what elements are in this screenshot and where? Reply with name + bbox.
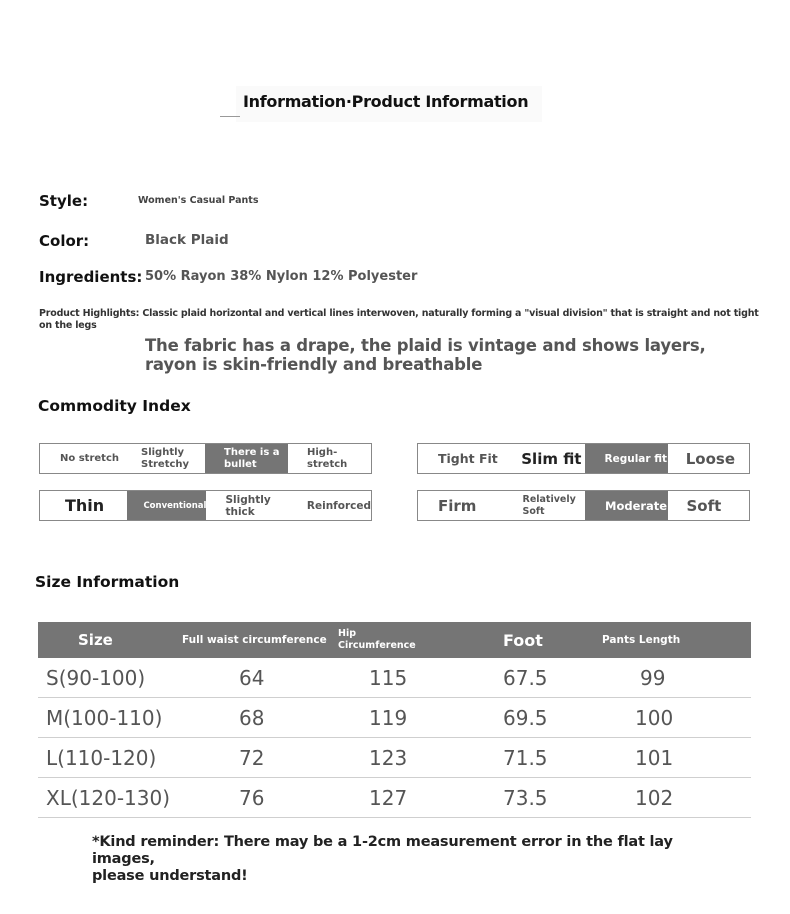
measurement-note [92,834,732,885]
fit-option-loose: Loose [685,449,736,468]
column-header-pants-length: Pants Length [600,622,751,658]
thickness-option-reinforced: Reinforced [306,499,371,512]
fit-option-slim-fit: Slim fit [521,449,582,468]
cell-waist: 72 [181,738,338,778]
cell-foot: 67.5 [501,658,600,698]
feature-description [145,336,745,374]
ingredients-label: Ingredients: [39,268,143,286]
softness-option-firm: Firm [438,496,477,515]
cell-foot: 69.5 [501,698,600,738]
note-line-2: please understand! [92,868,248,884]
softness-option-relatively-soft: Relatively Soft [522,493,576,517]
cell-size: S(90-100) [38,658,181,698]
fit-option-regular-fit: Regular fit [585,444,668,473]
cell-size: L(110-120) [38,738,181,778]
size-table-header [38,622,751,658]
column-header-waist: Full waist circumference [181,622,338,658]
thickness-option-slightly-thick: Slightly thick [225,493,271,518]
ingredients-value: 50% Rayon 38% Nylon 12% Polyester [145,269,418,284]
color-value: Black Plaid [145,232,229,248]
cell-size: XL(120-130) [38,778,181,818]
column-header-hip [338,622,501,658]
title-underline [220,116,240,117]
cell-hip: 115 [338,658,501,698]
stretch-option-no-stretch: No stretch [60,452,119,464]
fit-scale [417,443,750,474]
thickness-option-thin: Thin [65,495,105,515]
table-row [38,778,751,818]
size-table [38,622,751,818]
cell-hip: 127 [338,778,501,818]
size-information-title: Size Information [35,573,180,591]
cell-hip: 123 [338,738,501,778]
cell-pants-length: 100 [600,698,751,738]
table-row [38,738,751,778]
cell-pants-length: 101 [600,738,751,778]
product-highlights: Product Highlights: Classic plaid horizontal and vertical lines interwoven, naturally forming a "visual division" that is straight and not tight on the legs [39,308,759,331]
color-label: Color: [39,232,90,250]
commodity-index-title: Commodity Index [38,397,191,415]
cell-pants-length: 99 [600,658,751,698]
cell-foot: 73.5 [501,778,600,818]
hip-header-text: Hip Circumference [338,628,416,651]
stretch-scale [39,443,372,474]
softness-scale [417,490,750,521]
stretch-option-slightly-stretchy: Slightly Stretchy [141,446,190,470]
cell-foot: 71.5 [501,738,600,778]
cell-size: M(100-110) [38,698,181,738]
feature-line-2: rayon is skin-friendly and breathable [145,355,483,374]
softness-option-soft: Soft [686,496,722,515]
style-value: Women's Casual Pants [138,195,259,206]
cell-waist: 68 [181,698,338,738]
feature-line-1: The fabric has a drape, the plaid is vintage and shows layers, [145,336,706,355]
column-header-foot: Foot [501,622,600,658]
fit-option-tight-fit: Tight Fit [438,450,498,466]
table-row [38,698,751,738]
table-row [38,658,751,698]
page-title: Information·Product Information [243,92,529,111]
cell-waist: 64 [181,658,338,698]
thickness-option-conventional: Conventional [127,491,206,520]
style-label: Style: [39,192,89,210]
thickness-scale [39,490,372,521]
stretch-option-there-is-a-bullet: There is a bullet [205,444,288,473]
column-header-size: Size [38,622,181,658]
softness-option-moderate: Moderate [585,491,668,520]
stretch-option-high-stretch: High-stretch [307,446,348,470]
cell-hip: 119 [338,698,501,738]
cell-pants-length: 102 [600,778,751,818]
note-line-1: *Kind reminder: There may be a 1-2cm measurement error in the flat lay images, [92,834,673,867]
cell-waist: 76 [181,778,338,818]
